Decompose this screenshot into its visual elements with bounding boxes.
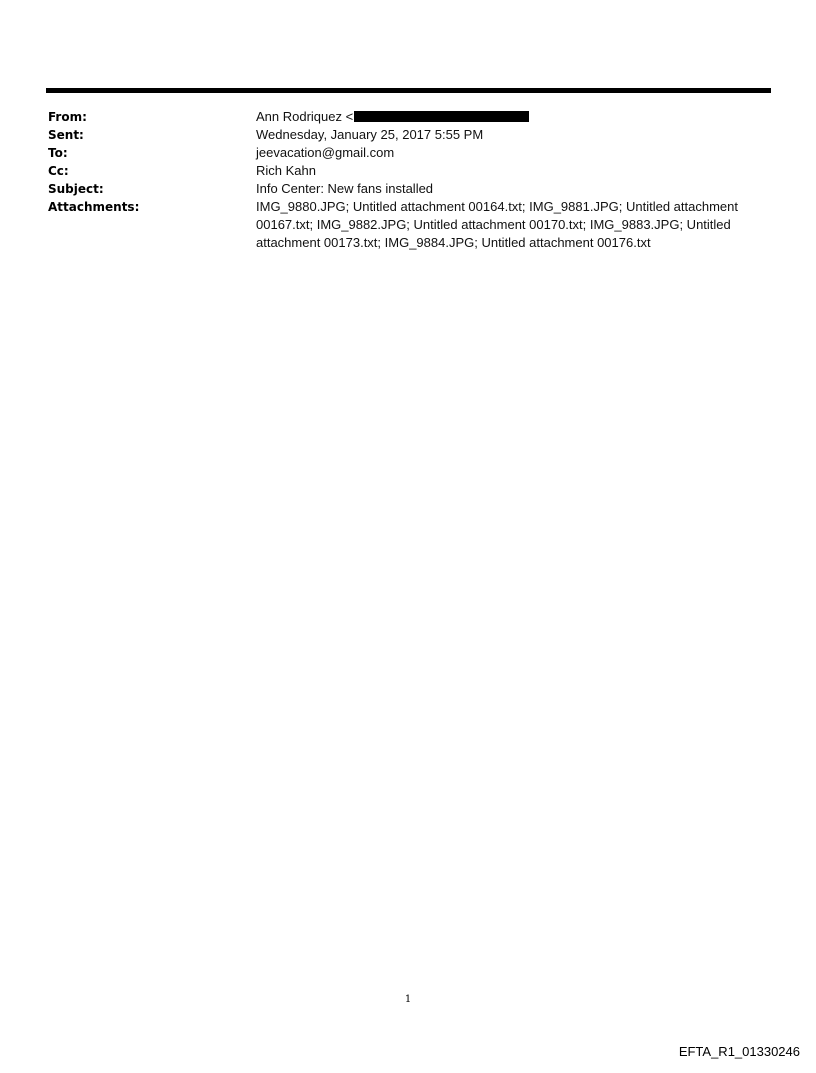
cc-row [48,162,748,180]
subject-value: Info Center: New fans installed [256,181,434,196]
email-header [48,108,748,252]
to-row [48,144,748,162]
page-number: 1 [404,994,412,1005]
cc-label: Cc: [48,164,69,178]
redaction-block [354,111,529,122]
subject-row [48,180,748,198]
from-label: From: [48,110,87,124]
to-value: jeevacation@gmail.com [256,145,395,160]
document-id: EFTA_R1_01330246 [678,1044,800,1059]
attachments-row [48,198,748,252]
to-label: To: [48,146,68,160]
sent-label: Sent: [48,128,84,142]
header-divider-rule [46,88,771,93]
cc-value: Rich Kahn [256,163,316,178]
from-row [48,108,748,126]
from-value [256,108,748,126]
sender-name: Ann Rodriquez < [256,109,354,124]
sent-row [48,126,748,144]
sent-value: Wednesday, January 25, 2017 5:55 PM [256,127,484,142]
subject-label: Subject: [48,182,104,196]
attachments-value: IMG_9880.JPG; Untitled attachment 00164.txt; IMG_9881.JPG; Untitled attachment 00167.txt; IMG_9882.JPG; Untitled attachment 00170.txt; IMG_9883.JPG; Untitled attachment 00173.txt; IMG_9884.JPG; Untitled attachment 00176.txt [256,199,738,250]
attachments-label: Attachments: [48,200,140,214]
